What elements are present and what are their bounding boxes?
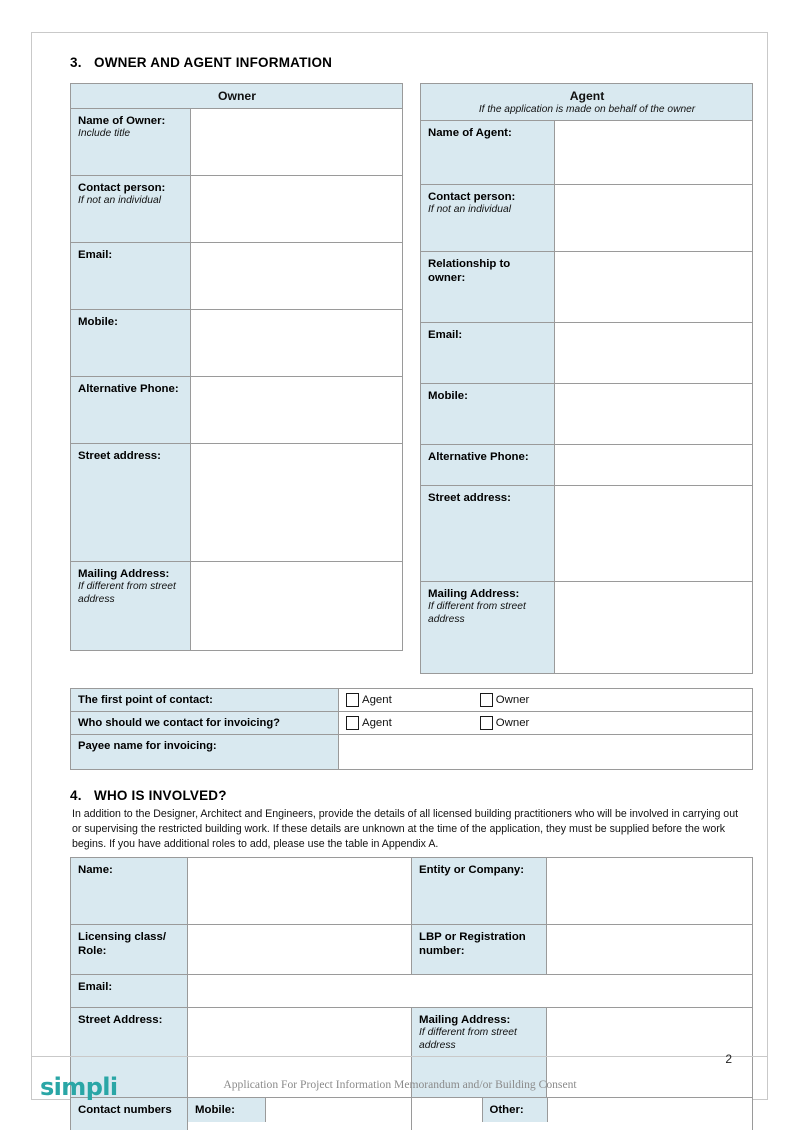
owner-header-label: Owner (218, 89, 256, 103)
agent-header-sublabel: If the application is made on behalf of the owner (478, 104, 696, 115)
practitioner-name-label-cell (71, 858, 188, 925)
practitioner-email-input[interactable] (188, 975, 753, 1008)
first-contact-agent-label: Agent (362, 694, 392, 706)
agent-name-input[interactable] (555, 121, 753, 185)
invoicing-owner-option[interactable] (480, 716, 530, 730)
first-contact-owner-option[interactable] (480, 693, 530, 707)
table-row (412, 1098, 753, 1122)
entity-company-label: Entity or Company: (419, 864, 525, 877)
first-contact-options (346, 693, 746, 707)
section-title-who-involved: WHO IS INVOLVED? (94, 788, 227, 803)
agent-contact-person-label: Contact person: (428, 191, 516, 203)
table-row (71, 243, 403, 310)
owner-mailing-address-label-cell (71, 562, 191, 651)
first-contact-label-cell (71, 689, 339, 712)
licensing-class-label-cell (71, 925, 188, 975)
agent-name-label-cell (421, 121, 555, 185)
checkbox-icon[interactable] (346, 716, 359, 730)
invoicing-agent-option[interactable] (346, 716, 392, 730)
agent-name-label: Name of Agent: (428, 127, 512, 139)
owner-contact-person-label-cell (71, 176, 191, 243)
mobile-label-cell (188, 1098, 265, 1122)
owner-alt-phone-label-cell (71, 377, 191, 444)
footer-document-title: Application For Project Information Memorandum and/or Building Consent (223, 1078, 577, 1091)
agent-relationship-input[interactable] (555, 252, 753, 323)
table-row (71, 858, 753, 925)
other-subtable (412, 1098, 753, 1122)
payee-name-input[interactable] (339, 735, 753, 770)
table-row (421, 323, 753, 384)
agent-mobile-label: Mobile: (428, 390, 468, 402)
table-row (71, 975, 753, 1008)
first-contact-owner-label: Owner (495, 694, 530, 706)
owner-agent-columns (70, 83, 752, 674)
owner-contact-person-input[interactable] (191, 176, 403, 243)
table-row (71, 176, 403, 243)
practitioner-email-label-cell (71, 975, 188, 1008)
agent-mailing-address-input[interactable] (555, 582, 753, 674)
owner-name-hint: Include title (78, 128, 131, 140)
invoicing-contact-options-cell (339, 712, 753, 735)
entity-company-label-cell (412, 858, 547, 925)
owner-contact-person-hint: If not an individual (78, 195, 162, 207)
table-row (71, 735, 753, 770)
other-label-cell (482, 1098, 547, 1122)
contact-preference-table (70, 688, 753, 770)
practitioner-email-label: Email: (78, 981, 113, 994)
section-heading-owner-agent (70, 55, 752, 70)
owner-mailing-address-input[interactable] (191, 562, 403, 651)
practitioner-street-label: Street Address: (78, 1014, 163, 1027)
checkbox-icon[interactable] (480, 716, 493, 730)
contact-numbers-label: Contact numbers (78, 1104, 172, 1117)
table-row (71, 444, 403, 562)
agent-table-header (421, 84, 753, 121)
agent-email-input[interactable] (555, 323, 753, 384)
owner-street-address-label: Street address: (78, 450, 161, 462)
owner-email-label-cell (71, 243, 191, 310)
owner-name-label: Name of Owner: (78, 115, 166, 127)
other-input[interactable] (547, 1098, 753, 1122)
contact-numbers-other-group (412, 1098, 753, 1130)
licensing-class-input[interactable] (188, 925, 412, 975)
other-label: Other: (489, 1104, 524, 1117)
section-body-who-involved: In addition to the Designer, Architect and Engineers, provide the details of all licensed building practitioners who will be involved in carrying out or supervising the restricted building work. If these details are unknown at the time of the application, they must be supplied before the work begins. If you have additional roles to add, please use the table in Appendix A. (72, 808, 739, 851)
owner-email-input[interactable] (191, 243, 403, 310)
owner-table-header (71, 84, 403, 109)
agent-email-label-cell (421, 323, 555, 384)
simpli-logo: simpli (40, 1073, 118, 1101)
mobile-input[interactable] (265, 1098, 412, 1122)
payee-name-label-cell (71, 735, 339, 770)
agent-header-label: Agent (569, 89, 605, 103)
agent-mailing-address-label: Mailing Address: (428, 588, 520, 600)
page-content (70, 55, 752, 1130)
page-title: OWNER AND AGENT INFORMATION (94, 55, 333, 70)
owner-email-label: Email: (78, 249, 113, 261)
agent-mobile-label-cell (421, 384, 555, 445)
table-row (71, 689, 753, 712)
agent-street-address-label: Street address: (428, 492, 511, 504)
owner-mobile-label-cell (71, 310, 191, 377)
footer-divider (32, 1056, 768, 1057)
section-number: 3. (70, 55, 82, 70)
owner-mobile-label: Mobile: (78, 316, 118, 328)
agent-contact-person-hint: If not an individual (428, 204, 512, 216)
first-contact-agent-option[interactable] (346, 693, 392, 707)
table-row (421, 121, 753, 185)
owner-name-input[interactable] (191, 109, 403, 176)
contact-numbers-label-cell (71, 1098, 188, 1130)
table-row (71, 109, 403, 176)
table-row (421, 445, 753, 486)
agent-street-address-input[interactable] (555, 486, 753, 582)
owner-mailing-address-hint: If different from street address (78, 581, 176, 606)
table-row (421, 582, 753, 674)
practitioner-mailing-hint: If different from street address (419, 1027, 517, 1052)
invoicing-owner-label: Owner (495, 717, 530, 729)
owner-table (70, 83, 403, 651)
entity-company-input[interactable] (547, 858, 753, 925)
mobile-subtable (188, 1098, 412, 1122)
agent-column (420, 83, 752, 674)
first-contact-options-cell (339, 689, 753, 712)
licensing-class-label: Licensing class/ Role: (78, 931, 166, 958)
owner-contact-person-label: Contact person: (78, 182, 166, 194)
page-number: 2 (725, 1052, 732, 1066)
invoicing-contact-label: Who should we contact for invoicing? (78, 717, 280, 729)
invoicing-agent-label: Agent (362, 717, 392, 729)
table-row (421, 252, 753, 323)
table-row (71, 84, 403, 109)
checkbox-icon[interactable] (346, 693, 359, 707)
table-row (71, 377, 403, 444)
table-row (71, 712, 753, 735)
agent-alt-phone-label: Alternative Phone: (428, 451, 529, 463)
mobile-label: Mobile: (195, 1104, 235, 1117)
agent-alt-phone-label-cell (421, 445, 555, 486)
practitioner-name-input[interactable] (188, 858, 412, 925)
agent-mobile-input[interactable] (555, 384, 753, 445)
table-row (71, 1098, 753, 1130)
lbp-number-input[interactable] (547, 925, 753, 975)
practitioner-name-label: Name: (78, 864, 113, 877)
invoicing-contact-options (346, 716, 746, 730)
lbp-number-label-cell (412, 925, 547, 975)
agent-relationship-label: Relationship to owner: (428, 258, 511, 285)
table-row (421, 185, 753, 252)
owner-mailing-address-label: Mailing Address: (78, 568, 170, 580)
practitioner-mailing-label: Mailing Address: (419, 1014, 511, 1027)
contact-numbers-mobile-group (188, 1098, 412, 1130)
agent-contact-person-input[interactable] (555, 185, 753, 252)
section-number: 4. (70, 788, 82, 803)
table-row (71, 310, 403, 377)
owner-alt-phone-label: Alternative Phone: (78, 383, 179, 395)
table-row (71, 925, 753, 975)
lbp-number-label: LBP or Registration number: (419, 931, 526, 958)
owner-column (70, 83, 402, 674)
owner-alt-phone-input[interactable] (191, 377, 403, 444)
invoicing-contact-label-cell (71, 712, 339, 735)
table-row (421, 384, 753, 445)
table-row (71, 562, 403, 651)
agent-mailing-address-label-cell (421, 582, 555, 674)
owner-street-address-label-cell (71, 444, 191, 562)
agent-alt-phone-input[interactable] (555, 445, 753, 486)
first-contact-label: The first point of contact: (78, 694, 213, 706)
agent-contact-person-label-cell (421, 185, 555, 252)
table-row (421, 84, 753, 121)
owner-mobile-input[interactable] (191, 310, 403, 377)
other-spacer-cell (412, 1098, 482, 1122)
checkbox-icon[interactable] (480, 693, 493, 707)
agent-mailing-address-hint: If different from street address (428, 601, 526, 626)
table-row (188, 1098, 412, 1122)
table-row (421, 486, 753, 582)
agent-relationship-label-cell (421, 252, 555, 323)
payee-name-label: Payee name for invoicing: (78, 740, 217, 752)
owner-name-label-cell (71, 109, 191, 176)
owner-street-address-input[interactable] (191, 444, 403, 562)
page-footer (32, 1052, 768, 1101)
agent-email-label: Email: (428, 329, 463, 341)
section-heading-who-involved (70, 788, 752, 803)
agent-table (420, 83, 753, 674)
agent-street-address-label-cell (421, 486, 555, 582)
